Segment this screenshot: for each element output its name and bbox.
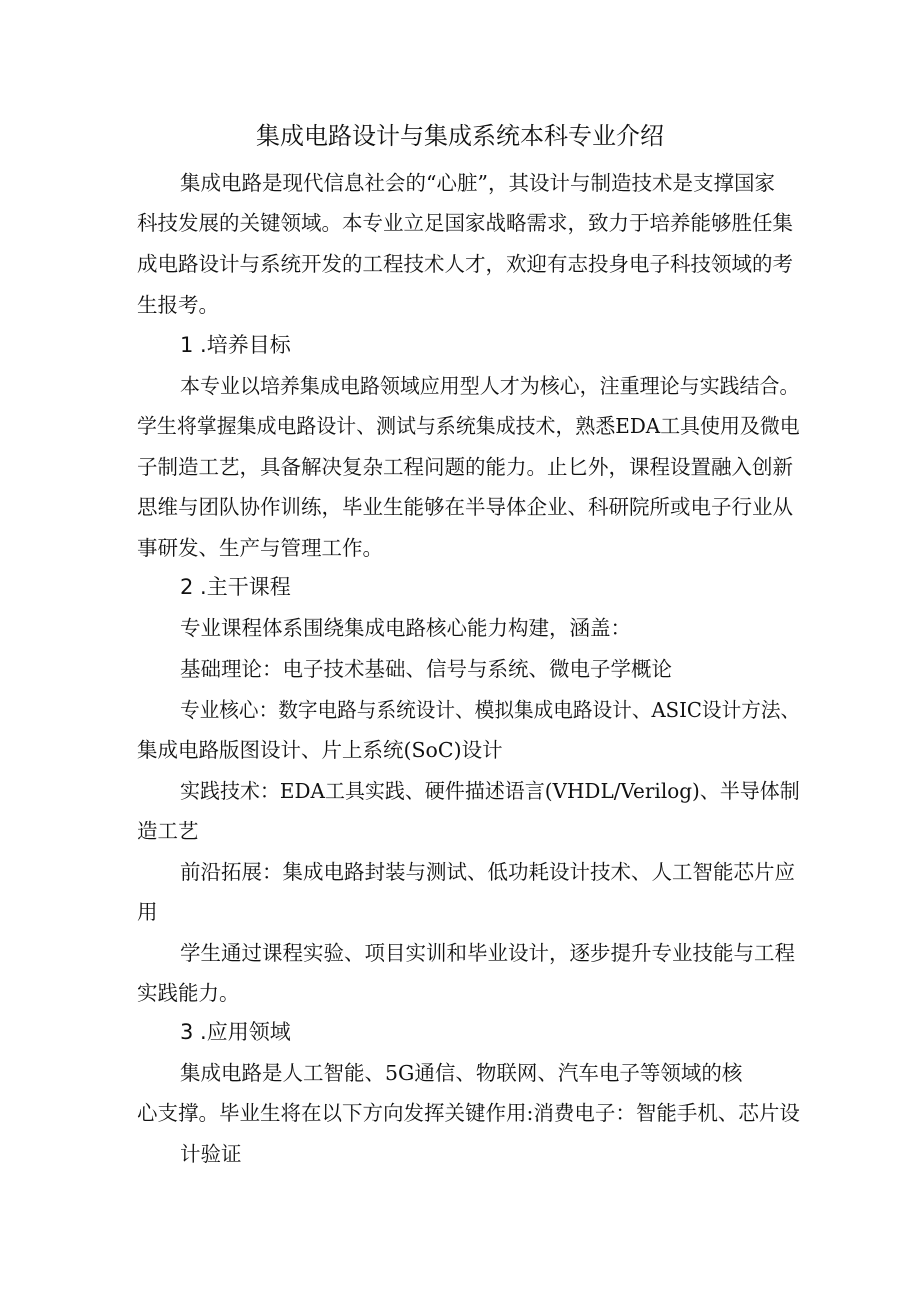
section-line: 集成电路是人工智能、5G通信、物联网、汽车电子等领域的核 <box>180 1061 743 1085</box>
section-line: 实践能力。 <box>137 981 240 1005</box>
section-line: 事研发、生产与管理工作。 <box>137 536 383 560</box>
section-line: 用 <box>137 900 158 924</box>
section-line: 心支撑。毕业生将在以下方向发挥关键作用:消费电子：智能手机、芯片设 <box>137 1101 800 1125</box>
document-title: 集成电路设计与集成系统本科专业介绍 <box>256 122 664 150</box>
section-line: 本专业以培养集成电路领域应用型人才为核心，注重理论与实践结合。 <box>180 374 800 398</box>
section-line: 学生将掌握集成电路设计、测试与系统集成技术，熟悉EDA工具使用及微电 <box>137 414 800 438</box>
section-line: 专业课程体系围绕集成电路核心能力构建，涵盖： <box>180 616 631 640</box>
intro-line: 科技发展的关键领域。本专业立足国家战略需求，致力于培养能够胜任集 <box>137 211 793 235</box>
section-line: 集成电路版图设计、片上系统(SoC)设计 <box>137 738 503 762</box>
intro-line: 生报考。 <box>137 293 219 317</box>
section-line: 计验证 <box>180 1142 242 1166</box>
section-line: 子制造工艺，具备解决复杂工程问题的能力。止匕外，课程设置融入创新 <box>137 455 793 479</box>
section-line: 学生通过课程实验、项目实训和毕业设计，逐步提升专业技能与工程 <box>180 941 795 965</box>
section-line: 思维与团队协作训练，毕业生能够在半导体企业、科研院所或电子行业从 <box>137 495 793 519</box>
section-line: 专业核心：数字电路与系统设计、模拟集成电路设计、ASIC设计方法、 <box>180 698 801 722</box>
intro-line: 集成电路是现代信息社会的“心脏”，其设计与制造技术是支撑国家 <box>180 171 775 195</box>
section-line: 前沿拓展：集成电路封装与测试、低功耗设计技术、人工智能芯片应 <box>180 860 795 884</box>
section-heading-courses: 2 .主干课程 <box>180 575 291 599</box>
section-line: 实践技术：EDA工具实践、硬件描述语言(VHDL/Verilog)、半导体制 <box>180 779 800 803</box>
section-line: 造工艺 <box>137 819 199 843</box>
section-line: 基础理论：电子技术基础、信号与系统、微电子学概论 <box>180 657 672 681</box>
section-heading-goals: 1 .培养目标 <box>180 333 291 357</box>
intro-line: 成电路设计与系统开发的工程技术人才，欢迎有志投身电子科技领域的考 <box>137 252 793 276</box>
section-heading-applications: 3 .应用领域 <box>180 1020 291 1044</box>
